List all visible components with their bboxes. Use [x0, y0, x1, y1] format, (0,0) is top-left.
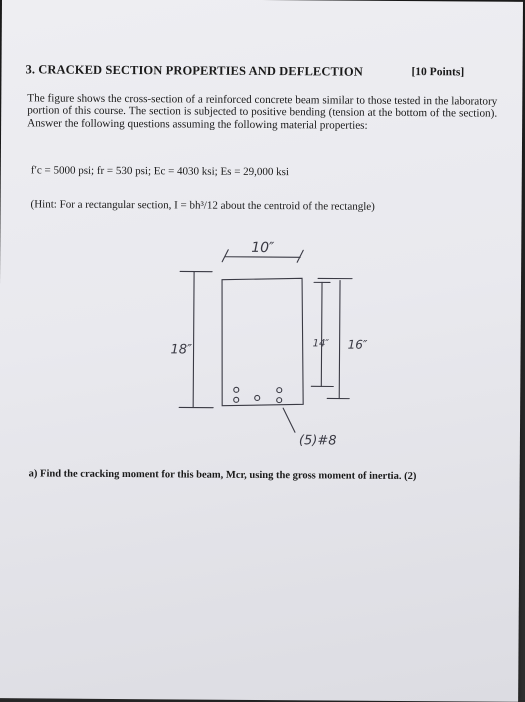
inner-depth-ticks	[311, 282, 334, 386]
depth-dimension-line	[339, 281, 340, 399]
problem-heading: 3. CRACKED SECTION PROPERTIES AND DEFLECTION	[25, 62, 363, 79]
points-label: [10 Points]	[411, 66, 465, 79]
width-dimension-line	[225, 257, 300, 258]
beam-outline	[221, 278, 304, 407]
material-properties: f′c = 5000 psi; fr = 530 psi; Ec = 4030 ksi; Es = 29,000 ksi	[30, 164, 290, 179]
problem-paragraph: The figure shows the cross-section of a reinforced concrete beam similar to those tested in the laboratory portion of this course. The section is subjected to positive bending (tension at the bottom of the section). Answer the following questions assuming the following material properties:	[27, 92, 498, 132]
rebar	[255, 395, 260, 400]
rebar-leader	[283, 408, 295, 432]
height-dimension-line	[193, 272, 194, 408]
inner-depth-line	[321, 282, 322, 386]
width-label: 10″	[251, 239, 275, 257]
rebar-label: (5)#8	[298, 433, 337, 449]
question-a: a) Find the cracking moment for this beam, Mcr, using the gross moment of inertia. (2)	[28, 468, 417, 483]
depth-label: 16″	[347, 337, 368, 352]
rebar	[277, 398, 282, 403]
rebar	[234, 387, 239, 392]
hint-text: (Hint: For a rectangular section, I = bh³/12 about the centroid of the rectangle)	[30, 198, 375, 213]
rebar	[277, 388, 282, 393]
rebar	[234, 397, 239, 402]
height-ticks	[179, 271, 214, 407]
inner-depth-label: 14″	[312, 338, 330, 350]
height-label: 18″	[170, 342, 193, 358]
